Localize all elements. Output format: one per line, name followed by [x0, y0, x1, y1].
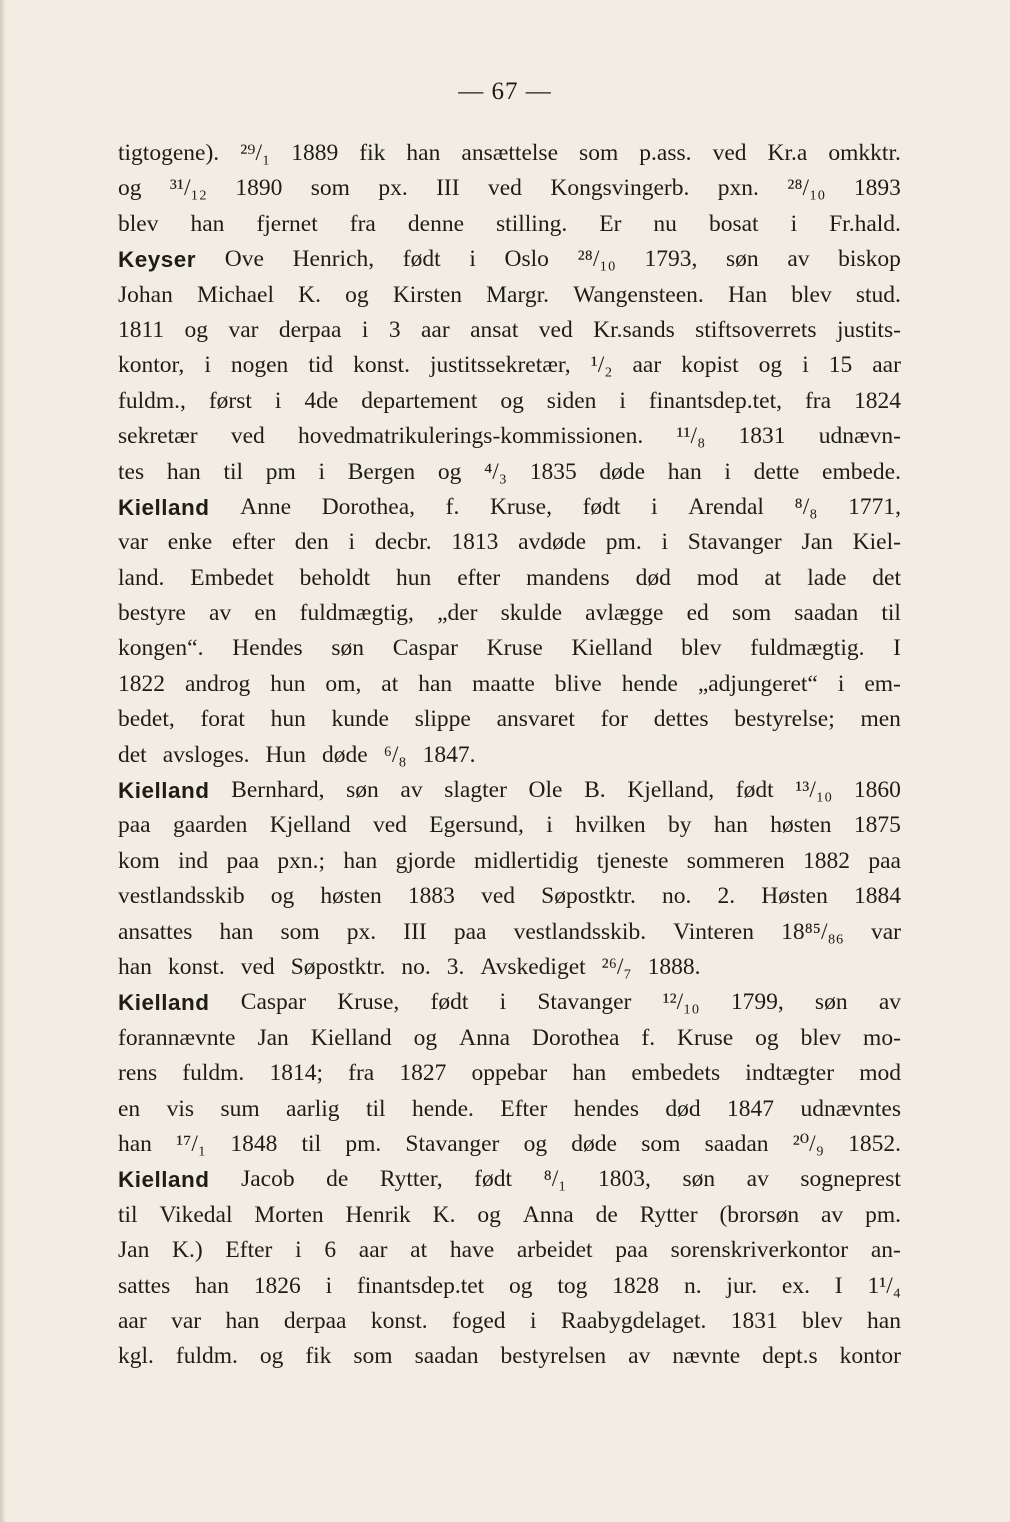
text-line: aar var han derpaa konst. foged i Raabygdelaget. 1831 blev han — [118, 1307, 901, 1334]
text-line: land. Embedet beholdt hun efter mandens død mod at lade det — [118, 564, 901, 591]
text-line: 1811 og var derpaa i 3 aar ansat ved Kr.sands stiftsoverrets justits- — [118, 316, 901, 343]
text-line: en vis sum aarlig til hende. Efter hendes død 1847 udnævntes — [118, 1095, 901, 1122]
text-line: kongen“. Hendes søn Caspar Kruse Kielland blev fuldmægtig. I — [118, 635, 901, 662]
page-number: — 67 — — [458, 78, 552, 105]
entry-name-kielland-caspar: Kielland — [118, 990, 210, 1016]
text-line: tes han til pm i Bergen og ⁴/₃ 1835 døde han i dette embede. — [118, 458, 901, 485]
text-line: tigtogene). ²⁹/₁ 1889 fik han ansættelse som p.ass. ved Kr.a omkktr. — [118, 140, 901, 166]
text-line: vestlandsskib og høsten 1883 ved Søpostktr. no. 2. Høsten 1884 — [118, 883, 901, 910]
text-line: Kielland Bernhard, søn av slagter Ole B. Kjelland, født ¹³/₁₀ 1860 — [118, 773, 901, 808]
entry-name-kielland-jacob: Kielland — [118, 1167, 210, 1193]
text-line: forannævnte Jan Kielland og Anna Dorothea f. Kruse og blev mo- — [118, 1024, 901, 1051]
text-line: Keyser Ove Henrich, født i Oslo ²⁸/₁₀ 1793, søn av biskop — [118, 242, 901, 277]
text-line: til Vikedal Morten Henrik K. og Anna de Rytter (brorsøn av pm. — [118, 1201, 901, 1228]
text-line: bestyre av en fuldmægtig, „der skulde avlægge ed som saadan til — [118, 600, 901, 627]
text-line: Kielland Caspar Kruse, født i Stavanger ¹²/₁₀ 1799, søn av — [118, 985, 901, 1020]
text-line: paa gaarden Kjelland ved Egersund, i hvilken by han høsten 1875 — [118, 812, 901, 839]
entry-name-kielland-anne: Kielland — [118, 494, 210, 520]
text-line: han konst. ved Søpostktr. no. 3. Avskediget ²⁶/₇ 1888. — [118, 953, 701, 980]
text-line: sekretær ved hovedmatrikulerings-kommissionen. ¹¹/₈ 1831 udnævn- — [118, 423, 901, 450]
text-line: ansattes han som px. III paa vestlandsskib. Vinteren 18⁸⁵/₈₆ var — [118, 918, 901, 945]
text-line: det avsloges. Hun døde ⁶/₈ 1847. — [118, 741, 476, 768]
text-line: kom ind paa pxn.; han gjorde midlertidig tjeneste sommeren 1882 paa — [118, 847, 901, 874]
body-text — [118, 136, 901, 1375]
text-line: 1822 androg hun om, at han maatte blive hende „adjungeret“ i em- — [118, 670, 901, 697]
text-line: Johan Michael K. og Kirsten Margr. Wangensteen. Han blev stud. — [118, 281, 901, 308]
text-line: fuldm., først i 4de departement og siden i finantsdep.tet, fra 1824 — [118, 387, 901, 414]
text-line: Jan K.) Efter i 6 aar at have arbeidet paa sorenskriverkontor an- — [118, 1237, 901, 1264]
text-line: var enke efter den i decbr. 1813 avdøde pm. i Stavanger Jan Kiel- — [118, 529, 901, 556]
text-line: han ¹⁷/₁ 1848 til pm. Stavanger og døde som saadan ²⁰/₉ 1852. — [118, 1130, 901, 1157]
text-line: sattes han 1826 i finantsdep.tet og tog 1828 n. jur. ex. I 1¹/₄ — [118, 1272, 901, 1299]
text-line: kgl. fuldm. og fik som saadan bestyrelsen av nævnte dept.s kontor — [118, 1343, 901, 1370]
text-line: kontor, i nogen tid konst. justitssekretær, ¹/₂ aar kopist og i 15 aar — [118, 352, 901, 379]
entry-name-keyser: Keyser — [118, 247, 197, 273]
text-line: Kielland Jacob de Rytter, født ⁸/₁ 1803, søn av sogneprest — [118, 1162, 901, 1197]
text-line: rens fuldm. 1814; fra 1827 oppebar han embedets indtægter mod — [118, 1060, 901, 1087]
text-line: og ³¹/₁₂ 1890 som px. III ved Kongsvingerb. pxn. ²⁸/₁₀ 1893 — [118, 175, 901, 202]
text-line: bedet, forat hun kunde slippe ansvaret for dettes bestyrelse; men — [118, 706, 901, 733]
page-edge-shadow — [0, 0, 6, 1522]
text-line: Kielland Anne Dorothea, f. Kruse, født i Arendal ⁸/₈ 1771, — [118, 490, 901, 525]
text-line: blev han fjernet fra denne stilling. Er nu bosat i Fr.hald. — [118, 210, 901, 237]
entry-name-kielland-bernhard: Kielland — [118, 778, 210, 804]
